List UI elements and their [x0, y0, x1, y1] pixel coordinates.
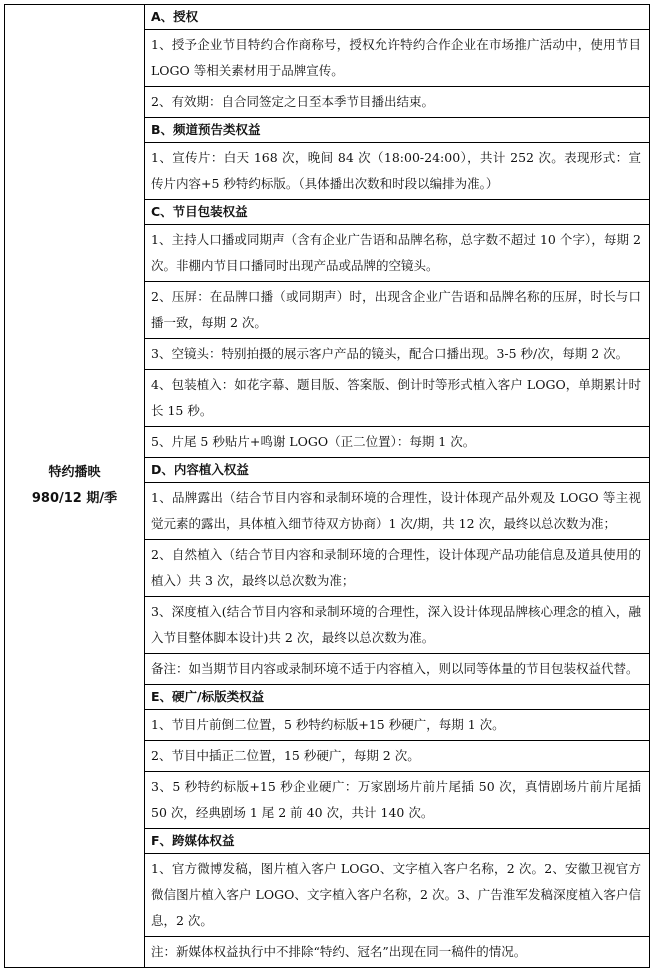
- benefit-item: 3、深度植入(结合节目内容和录制环境的合理性，深入设计体现品牌核心理念的植入，融入节目整体脚本设计)共 2 次，最终以总次数为准。: [145, 596, 649, 653]
- section-heading: C、节目包装权益: [145, 199, 649, 224]
- benefit-item: 5、片尾 5 秒贴片+鸣谢 LOGO（正二位置）：每期 1 次。: [145, 426, 649, 457]
- package-title: 特约播映: [48, 465, 101, 480]
- benefit-item: 1、品牌露出（结合节目内容和录制环境的合理性，设计体现产品外观及 LOGO 等主视觉元素的露出，具体植入细节待双方协商）1 次/期，共 12 次，最终以总次数为准；: [145, 482, 649, 539]
- benefit-item: 1、节目片前倒二位置，5 秒特约标版+15 秒硬广，每期 1 次。: [145, 709, 649, 740]
- benefit-item: 2、有效期：自合同签定之日至本季节目播出结束。: [145, 86, 649, 117]
- benefits-row: [5, 5, 650, 968]
- benefit-item: 注：新媒体权益执行中不排除“特约、冠名”出现在同一稿件的情况。: [145, 936, 649, 967]
- benefits-content-cell: [145, 5, 650, 968]
- benefit-item: 2、节目中插正二位置，15 秒硬广，每期 2 次。: [145, 740, 649, 771]
- section-heading: B、频道预告类权益: [145, 117, 649, 142]
- benefits-list: [145, 5, 649, 967]
- benefit-item: 1、授予企业节目特约合作商称号，授权允许特约合作企业在市场推广活动中，使用节目 LOGO 等相关素材用于品牌宣传。: [145, 29, 649, 86]
- benefit-item: 备注：如当期节目内容或录制环境不适于内容植入，则以同等体量的节目包装权益代替。: [145, 653, 649, 684]
- package-price: 980/12 期/季: [31, 491, 118, 506]
- benefit-item: 4、包装植入：如花字幕、题目版、答案版、倒计时等形式植入客户 LOGO，单期累计时长 15 秒。: [145, 369, 649, 426]
- benefit-item: 1、官方微博发稿，图片植入客户 LOGO、文字植入客户名称，2 次。2、安徽卫视官方微信图片植入客户 LOGO、文字植入客户名称，2 次。3、广告淮军发稿深度植入客户信息，2 次。: [145, 853, 649, 936]
- section-heading: E、硬广/标版类权益: [145, 684, 649, 709]
- benefits-table: [4, 4, 650, 968]
- section-heading: D、内容植入权益: [145, 457, 649, 482]
- benefit-item: 1、主持人口播或同期声（含有企业广告语和品牌名称，总字数不超过 10 个字），每期 2 次。非棚内节目口播同时出现产品或品牌的空镜头。: [145, 224, 649, 281]
- benefit-item: 2、压屏：在品牌口播（或同期声）时，出现含企业广告语和品牌名称的压屏，时长与口播一致，每期 2 次。: [145, 281, 649, 338]
- section-heading: A、授权: [151, 9, 199, 24]
- package-label-cell: [5, 5, 145, 968]
- benefit-item: 3、空镜头：特别拍摄的展示客户产品的镜头，配合口播出现。3-5 秒/次，每期 2 次。: [145, 338, 649, 369]
- benefit-item: 3、5 秒特约标版+15 秒企业硬广：万家剧场片前片尾插 50 次，真情剧场片前片尾插 50 次，经典剧场 1 尾 2 前 40 次，共计 140 次。: [145, 771, 649, 828]
- benefit-item: 1、宣传片：白天 168 次，晚间 84 次（18:00-24:00），共计 252 次。表现形式：宣传片内容+5 秒特约标版。（具体播出次数和时段以编排为准。）: [145, 142, 649, 199]
- benefit-item: 2、自然植入（结合节目内容和录制环境的合理性，设计体现产品功能信息及道具使用的植入）共 3 次，最终以总次数为准；: [145, 539, 649, 596]
- section-heading: F、跨媒体权益: [145, 828, 649, 853]
